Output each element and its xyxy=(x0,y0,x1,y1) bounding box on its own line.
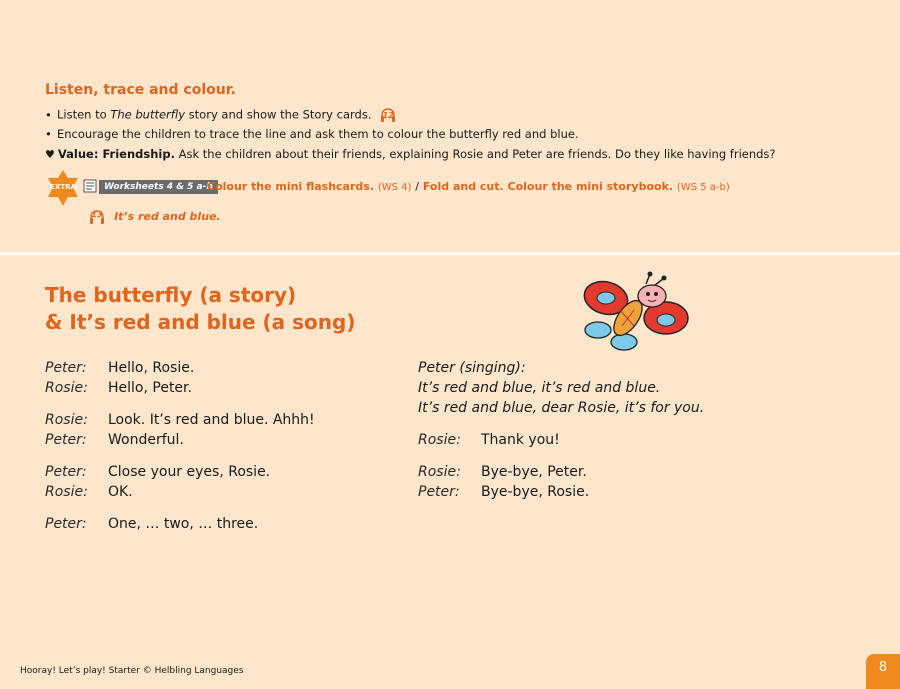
teacher-notes-panel xyxy=(0,0,900,252)
utterance: Hello, Peter. xyxy=(108,380,192,396)
headphones-icon[interactable] xyxy=(379,106,397,124)
extra-tasks xyxy=(207,180,730,195)
section-heading: Listen, trace and colour. xyxy=(45,82,236,98)
speaker: Rosie: xyxy=(418,432,461,448)
audio-track-number: 13 xyxy=(91,209,103,219)
value-note xyxy=(45,146,776,163)
dialogue-line xyxy=(45,514,315,534)
utterance: Bye-bye, Rosie. xyxy=(481,484,590,500)
instruction-listen-pre: Listen to xyxy=(57,107,111,122)
bullet-dot: • xyxy=(45,127,52,141)
task-storybook-ws: (WS 5 a-b) xyxy=(676,182,730,193)
story-dialogue-left xyxy=(45,358,315,534)
instruction-listen-post: story and show the Story cards. xyxy=(185,107,372,122)
speaker: Rosie: xyxy=(45,412,88,428)
song-lyric-line: It’s red and blue, dear Rosie, it’s for you. xyxy=(418,400,705,416)
footer-credit: Hooray! Let’s play! Starter © Helbling Languages xyxy=(20,666,244,676)
dialogue-line xyxy=(45,378,315,398)
extra-badge-label: EXTRA xyxy=(50,183,76,191)
speaker: Rosie: xyxy=(45,380,88,396)
worksheets-label: Worksheets 4 & 5 a-b xyxy=(99,180,218,194)
instruction-trace xyxy=(45,126,579,142)
speaker: Rosie: xyxy=(418,464,461,480)
utterance: Look. It’s red and blue. Ahhh! xyxy=(108,412,315,428)
extra-star-badge xyxy=(45,170,81,206)
story-title xyxy=(45,282,355,336)
speaker: Peter: xyxy=(45,360,87,376)
speaker: Peter: xyxy=(45,516,87,532)
butterfly-illustration xyxy=(576,268,691,358)
dialogue-line xyxy=(45,430,315,450)
dialogue-line xyxy=(418,462,704,482)
speaker: Peter: xyxy=(418,484,460,500)
utterance: One, … two, … three. xyxy=(108,516,259,532)
dialogue-line xyxy=(45,410,315,430)
page-number: 8 xyxy=(866,654,900,689)
task-storybook: Fold and cut. Colour the mini storybook. xyxy=(422,180,674,193)
song-reference xyxy=(84,206,221,226)
utterance: Wonderful. xyxy=(108,432,184,448)
instruction-listen xyxy=(45,106,397,124)
story-title-line2: & It’s red and blue (a song) xyxy=(45,310,356,334)
dialogue-line xyxy=(45,358,315,378)
value-text: Ask the children about their friends, explaining Rosie and Peter are friends. Do they like having friends? xyxy=(174,147,776,161)
divider xyxy=(0,252,900,255)
task-separator: / xyxy=(415,180,420,193)
value-label: Value: Friendship. xyxy=(57,147,175,161)
dialogue-line xyxy=(45,462,315,482)
headphones-icon[interactable] xyxy=(88,208,106,226)
story-name: The butterfly xyxy=(110,107,186,122)
audio-track-number: 12 xyxy=(382,111,394,120)
dialogue-line xyxy=(418,430,704,450)
instruction-trace-text: Encourage the children to trace the line and ask them to colour the butterfly red and blue. xyxy=(57,127,579,141)
song-heading: Peter (singing): xyxy=(418,360,526,376)
utterance: Hello, Rosie. xyxy=(108,360,195,376)
utterance: Bye-bye, Peter. xyxy=(481,464,587,480)
utterance: Close your eyes, Rosie. xyxy=(108,464,271,480)
task-flashcards-ws: (WS 4) xyxy=(377,182,412,193)
heart-icon: ♥ xyxy=(45,148,55,161)
song-lyric-line: It’s red and blue, it’s red and blue. xyxy=(418,380,661,396)
dialogue-line xyxy=(418,482,704,502)
story-dialogue-right xyxy=(418,358,704,502)
worksheet-icon xyxy=(83,179,97,193)
song-title: It’s red and blue. xyxy=(114,210,221,223)
dialogue-line xyxy=(45,482,315,502)
speaker: Rosie: xyxy=(45,484,88,500)
speaker: Peter: xyxy=(45,464,87,480)
utterance: OK. xyxy=(108,484,133,500)
task-flashcards: Colour the mini flashcards. xyxy=(207,180,375,193)
speaker: Peter: xyxy=(45,432,87,448)
utterance: Thank you! xyxy=(481,432,560,448)
bullet-dot: • xyxy=(45,107,52,122)
story-title-line1: The butterfly (a story) xyxy=(45,283,297,307)
